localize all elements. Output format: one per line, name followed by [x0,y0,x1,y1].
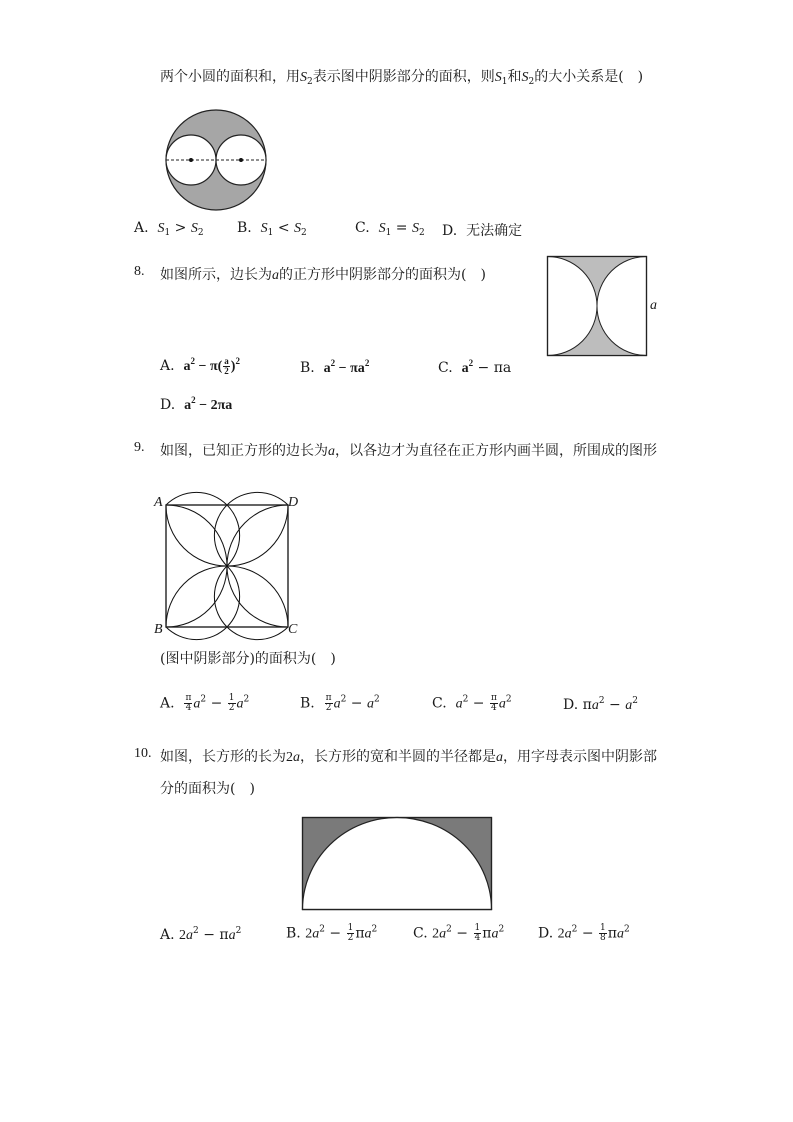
q9-figure [166,505,288,627]
q7-option-d[interactable]: D. 无法确定 [442,223,523,239]
q9-number: 9. [134,440,145,455]
q8-figure [547,256,647,356]
q9-label-b: B [154,622,163,637]
q7-option-b[interactable]: B. $S_1 < S_2$ [237,220,307,238]
q8-option-d[interactable]: D. $a^2 - 2\pi a$ [160,395,233,413]
q9-option-a[interactable]: A. $\frac{\pi}{4}$ $a^2$ − $\frac{1}{2}$ $a^2$ [160,693,250,713]
q9-option-d[interactable]: D. $\pi a^2 - a^2$ [563,696,638,713]
q7-right-center-dot [239,158,243,162]
q10-option-a[interactable]: A. $2a^2 - \pi a^2$ [160,926,242,943]
q10-stem: 如图，长方形的长为2a，长方形的宽和半圆的半径都是a，用字母表示图中阴影部 [160,749,657,765]
q7-stem: 两个小圆的面积和，用$S_2$表示图中阴影部分的面积，则$S_1$和$S_2$的大小关系是( ) [160,69,644,87]
q7-option-c[interactable]: C. $S_1 = S_2$ [355,220,425,238]
q10-figure [302,817,492,910]
q9-stem-cont: (图中阴影部分)的面积为( ) [160,651,336,667]
q7-figure [164,108,268,212]
q9-label-a: A [154,495,163,510]
q8-option-c[interactable]: C. $a^2 - \pi a$ [438,358,512,376]
q10-option-b[interactable]: B. $2a^2$ − $\frac{1}{2}$ $\pi a^2$ [286,923,378,943]
q10-number: 10. [134,746,152,761]
q9-option-c[interactable]: C. $a^2$ − $\frac{\pi}{4}$ $a^2$ [432,693,512,713]
q9-option-b[interactable]: B. $\frac{\pi}{2}$ $a^2 - a^2$ [300,693,380,713]
q10-stem-cont: 分的面积为( ) [160,781,255,797]
q7-left-center-dot [189,158,193,162]
q8-option-a[interactable]: A. $a^2 - \pi$( $\frac{a}{2}$ )$^2$ [160,355,240,376]
q7-option-a[interactable]: A. $S_1 > S_2$ [134,220,204,238]
q8-side-label: a [650,298,657,313]
q10-option-c[interactable]: C. $2a^2$ − $\frac{1}{4}$ $\pi a^2$ [413,923,505,943]
q8-stem: 如图所示，边长为a的正方形中阴影部分的面积为( ) [160,267,486,283]
q8-number: 8. [134,264,145,279]
q9-label-c: C [288,622,298,637]
q8-option-b[interactable]: B. $a^2 - \pi a^2$ [300,358,370,376]
q9-stem: 如图，已知正方形的边长为a，以各边才为直径在正方形内画半圆，所围成的图形 [160,443,657,459]
q10-option-d[interactable]: D. $2a^2$ − $\frac{1}{8}$ $\pi a^2$ [538,923,630,943]
q9-label-d: D [288,495,299,510]
